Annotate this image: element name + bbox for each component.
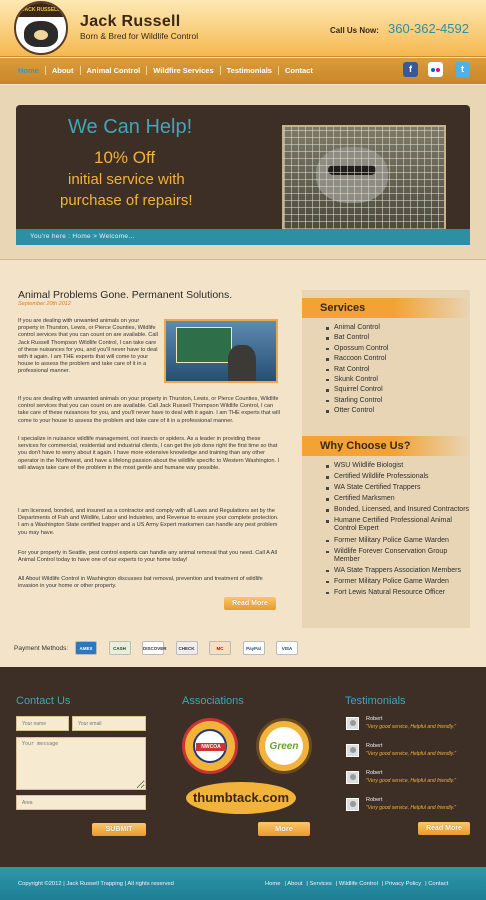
reviewer-name: Robert [366,797,383,803]
service-item[interactable]: Opossum Control [326,345,388,352]
services-heading: Services [302,298,470,318]
footer-link-privacy[interactable]: | Privacy Policy [380,881,423,887]
why-item: Wildlife Forever Conservation Group Member [326,548,470,564]
nav-contact[interactable]: Contact [284,66,313,75]
submit-button[interactable]: SUBMIT [92,823,146,836]
thumbtack-logo[interactable]: thumbtack.com [186,782,296,814]
copyright: Copyright ©2012 | Jack Russell Trapping | All rights reserved [18,881,174,887]
name-field[interactable] [16,716,69,731]
avatar [346,717,359,730]
service-item[interactable]: Raccoon Control [326,355,388,362]
flickr-icon[interactable] [428,62,443,77]
service-item[interactable]: Skunk Control [326,376,388,383]
owner-photo [164,319,278,383]
service-item[interactable]: Rat Control [326,366,388,373]
testimonials-heading: Testimonials [345,695,406,707]
cash-icon: CASH [109,641,131,655]
check-icon: CHECK [176,641,198,655]
payment-methods [75,641,310,655]
nav-animal-control[interactable]: Animal Control [81,66,148,75]
body-paragraph: All About Wildlife Control in Washington discusses bat removal, prevention and treatment of wildlife invasion in your home or other property. [18,576,263,590]
why-item: WA State Certified Trappers [326,484,470,492]
body-paragraph: I specialize in nuisance wildlife management, not insects or spiders. As a leader in providing these services for commercial, residential and industrial clients, I can get the job done right the first time so that you don't have to worry about it again. I have more extensive knowledge and training than any other operator in the Northwest, and have a lifelong passion about the wildlife specific to Western Washington. I will always take care of the problem in the most gentle and humane way possible. [18,436,280,471]
bottom-bar [0,867,486,900]
raccoon-photo [282,125,446,231]
service-item[interactable]: Otter Control [326,407,388,414]
logo-badge[interactable] [14,1,68,55]
body-paragraph: For your property in Seattle, pest control experts can handle any animal removal that you need. Call A All Animal Control today to have one of our experts to your home today! [18,550,278,564]
review-text: "Very good service, Helpful and friendly." [366,778,456,784]
brand-tagline: Born & Bred for Wildlife Control [80,31,199,41]
mastercard-icon: MC [209,641,231,655]
amex-icon: AMEX [75,641,97,655]
hero-offer-line: purchase of repairs! [60,192,193,209]
hero-offer: 10% Off [94,148,156,167]
services-list [326,324,388,418]
dog-icon [24,21,58,47]
reviewer-name: Robert [366,716,383,722]
footer-link-about[interactable]: | About [282,881,304,887]
nav-wildfire-services[interactable]: Wildfire Services [147,66,220,75]
why-item: Bonded, Licensed, and Insured Contractors [326,506,470,514]
footer-link-home[interactable]: Home [265,881,281,887]
why-item: Former Military Police Game Warden [326,537,470,545]
nav-home[interactable]: Home [12,66,46,75]
brand-name[interactable]: Jack Russell [80,13,181,30]
nwcoa-seal[interactable] [182,718,238,774]
reviewer-name: Robert [366,743,383,749]
review-text: "Very good service, Helpful and friendly." [366,805,456,811]
hero-offer-line: initial service with [68,171,185,188]
why-choose-heading: Why Choose Us? [302,436,470,456]
read-more-button[interactable]: Read More [224,597,276,610]
why-item: WSU Wildlife Biologist [326,462,470,470]
footer-links [263,881,450,887]
page-title: Animal Problems Gone. Permanent Solutions. [18,289,233,301]
sidebar [302,290,470,628]
why-item: WA State Trappers Association Members [326,567,470,575]
review-text: "Very good service, Helpful and friendly." [366,724,456,730]
footer-link-services[interactable]: | Services [304,881,333,887]
why-item: Former Military Police Game Warden [326,578,470,586]
reviewer-name: Robert [366,770,383,776]
hero-headline: We Can Help! [68,116,193,138]
area-field[interactable] [16,795,146,810]
service-item[interactable]: Starling Control [326,397,388,404]
payment-label: Payment Methods: [14,645,69,652]
nav-about[interactable]: About [46,66,81,75]
logo-text: JACK RUSSELL [21,7,61,13]
service-item[interactable]: Bat Control [326,334,388,341]
avatar [346,744,359,757]
service-item[interactable]: Animal Control [326,324,388,331]
paypal-icon: PayPal [243,641,265,655]
contact-heading: Contact Us [16,695,71,707]
footer-link-wildlife-control[interactable]: | Wildlife Control [334,881,380,887]
why-choose-list [326,462,470,600]
twitter-icon[interactable]: t [455,62,470,77]
why-item: Certified Wildlife Professionals [326,473,470,481]
email-field[interactable] [72,716,146,731]
site-header [0,0,486,57]
why-item: Certified Marksmen [326,495,470,503]
avatar [346,771,359,784]
thurston-green-seal[interactable] [256,718,312,774]
associations-heading: Associations [182,695,244,707]
nav-links [12,66,319,75]
avatar [346,798,359,811]
body-paragraph: I am licensed, bonded, and insured as a contractor and comply with all Laws and Regulations set by the Departments of Fish and Wildlife, Labor and Industries, and Revenue to ensure your complete protection. I am a Washington State certified trapper and a US Army Expert marksmen can handle any pest problem you may have. [18,508,279,536]
review-text: "Very good service, Helpful and friendly." [366,751,456,757]
discover-icon: DISCOVER [142,641,164,655]
more-button[interactable]: More [258,822,310,836]
breadcrumb-bar [16,229,470,245]
visa-icon: VISA [276,641,298,655]
nav-testimonials[interactable]: Testimonials [221,66,279,75]
breadcrumb[interactable]: You're here : Home > Welcome... [30,233,135,240]
testimonials-read-more-button[interactable]: Read More [418,822,470,835]
post-date: September 20th 2012 [18,301,71,307]
service-item[interactable]: Squirrel Control [326,386,388,393]
seal-label: Green [269,741,299,752]
phone-number[interactable]: 360-362-4592 [388,21,469,36]
why-item: Humane Certified Professional Animal Control Expert [326,517,470,533]
body-paragraph: If you are dealing with unwanted animals on your property in Thurston, Lewis, or Pierce Counties, Wildlife control services that you can count on are available. Call Jack Russell Thompson Wildlife Control, I can take care of these nuisances for you, and you'll never have to deal with it again. I am THE experts that will come to your house to assess the problem and take care of it in a professional manner. [18,396,280,424]
why-item: Fort Lewis Natural Resource Officer [326,589,470,597]
call-label: Call Us Now: [330,26,379,35]
intro-paragraph: If you are dealing with unwanted animals on your property in Thurston, Lewis, or Pierce Counties, Wildlife control services that you can count on are available. Call Jack Russell Thompson Wildlife Control, I can take care of these nuisances for you, and you'll never have to deal with it again. I am THE experts that will come to your house to assess the problem and take care of it in a professional manner. [18,318,158,375]
seal-label: NWCOA [196,743,226,751]
hero-banner [16,105,470,245]
message-field[interactable] [16,737,146,790]
facebook-icon[interactable]: f [403,62,418,77]
footer-link-contact[interactable]: | Contact [423,881,450,887]
